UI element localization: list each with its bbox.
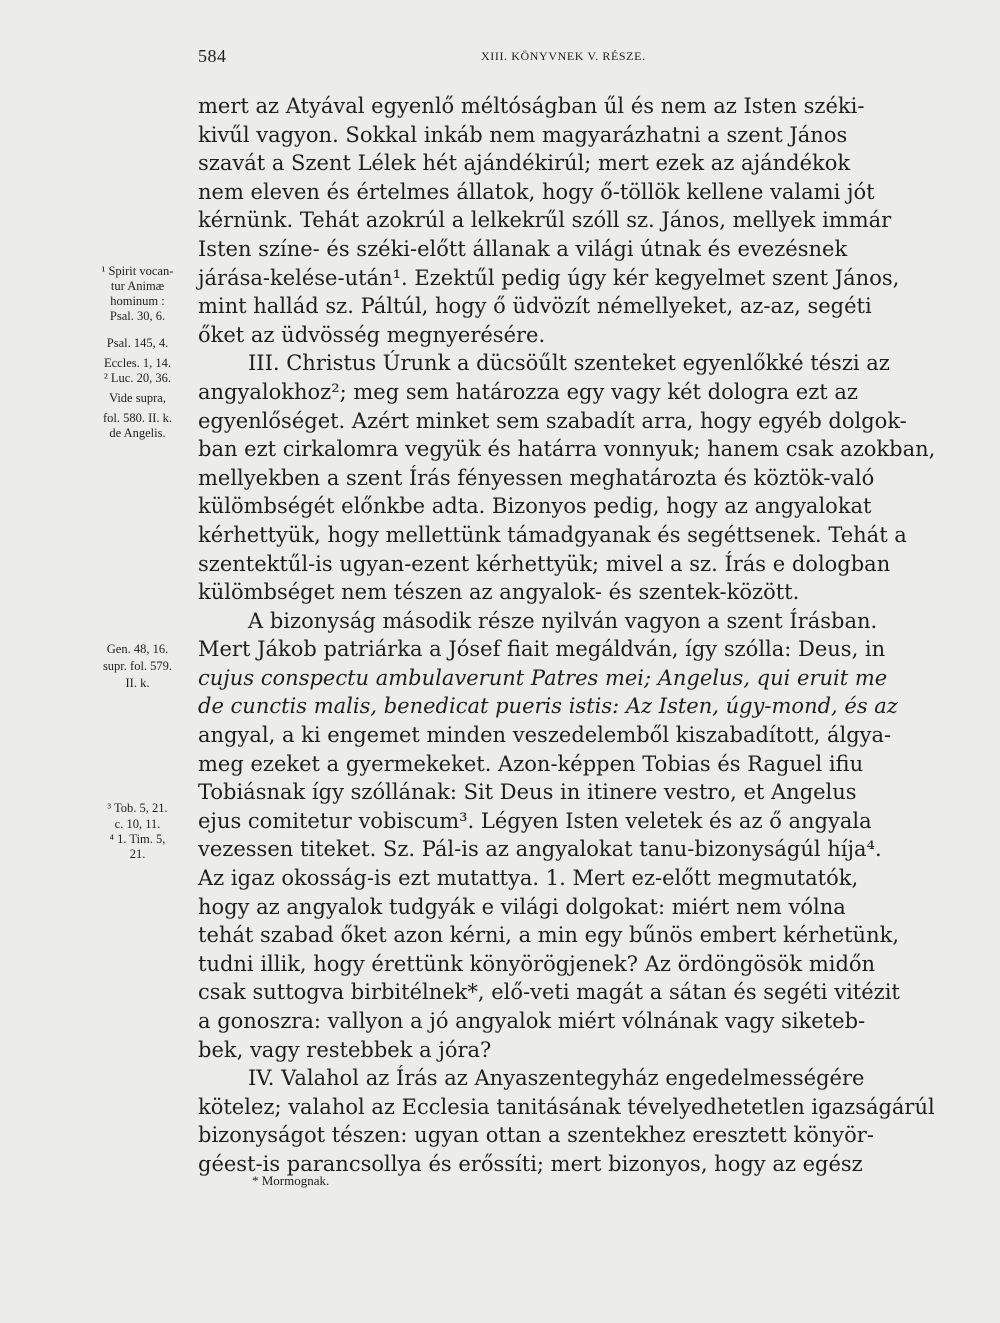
text-line: mert az Atyával egyenlő méltóságban űl és nem az Isten széki- — [198, 94, 865, 118]
text-line: mellyekben a szent Írás fényessen meghatározta és köztök-való — [198, 465, 875, 490]
text-line: III. Christus Úrunk a dücsöűlt szenteket egyenlőkké tészi az — [248, 351, 890, 376]
text-line: tudni illik, hogy érettünk könyörögjenek? Az ördöngösök midőn — [198, 951, 876, 976]
margin-note: Vide supra, — [109, 391, 166, 405]
text-line: mint hallád sz. Páltúl, hogy ő üdvözít némellyeket, az-az, segéti — [198, 294, 872, 319]
margin-note: Psal. 145, 4. — [106, 336, 169, 350]
text-line: külömbségét előnkbe adta. Bizonyos pedig, hogy az angyalokat — [198, 494, 872, 519]
margin-note: ¹ Spirit vocan- — [101, 264, 174, 278]
margin-note: hominum : — [110, 294, 165, 308]
margin-note: supr. fol. 579. — [102, 659, 173, 673]
text-line: Az igaz okosság-is ezt mutattya. 1. Mert ez-előtt megmutatók, — [198, 866, 859, 891]
margin-note: de Angelis. — [109, 426, 166, 440]
text-line: nem eleven és értelmes állatok, hogy ő-töllök kellene valami jót — [198, 179, 875, 204]
page-number: 584 — [198, 46, 227, 66]
text-line: egyenlőséget. Azért minket sem szabadít arra, hogy egyéb dolgok- — [198, 408, 907, 433]
text-line: Mert Jákob patriárka a Jósef fiait megáldván, így szólla: Deus, in — [198, 637, 886, 662]
text-line: cujus conspectu ambulaverunt Patres mei; Angelus, qui eruit me — [198, 665, 888, 690]
text-line: meg ezeket a gyermekeket. Azon-képpen Tobias és Raguel ifiu — [198, 751, 864, 776]
margin-note: ⁴ 1. Tim. 5, — [109, 832, 166, 846]
text-line: kivűl vagyon. Sokkal inkáb nem magyarázhatni a szent János — [198, 122, 848, 147]
text-line: géest-is parancsollya és erőssíti; mert bizonyos, hogy az egész — [198, 1151, 863, 1176]
text-line: Tobiásnak így szóllának: Sit Deus in itinere vestro, et Angelus — [198, 780, 857, 805]
margin-note: 21. — [129, 847, 146, 861]
margin-note: c. 10, 11. — [114, 817, 161, 831]
text-line: hogy az angyalok tudgyák e világi dolgokat: miért nem vólna — [198, 894, 846, 919]
running-head: XIII. KÖNYVNEK V. RÉSZE. — [481, 49, 646, 63]
text-line: kötelez; valahol az Ecclesia tanitásának tévelyedhetetlen igazságárúl — [198, 1094, 935, 1119]
text-line: tehát szabad őket azon kérni, a min egy bűnös embert kérhetünk, — [198, 923, 900, 948]
margin-note: tur Animæ — [110, 279, 165, 293]
text-line: A bizonyság második része nyilván vagyon a szent Írásban. — [248, 608, 878, 633]
text-line: angyalokhoz²; meg sem határozza egy vagy két dologra ezt az — [198, 379, 858, 404]
text-line: őket az üdvösség megnyerésére. — [198, 322, 546, 347]
text-line: bek, vagy restebbek a jóra? — [198, 1037, 492, 1062]
text-line: bizonyságot tészen: ugyan ottan a szentekhez eresztett könyör- — [198, 1123, 874, 1148]
margin-note: fol. 580. II. k. — [102, 411, 173, 425]
footnote: * Mormognak. — [252, 1173, 330, 1188]
text-line: a gonoszra: vallyon a jó angyalok miért vólnának vagy siketeb- — [198, 1009, 866, 1033]
text-line: vezessen titeket. Sz. Pál-is az angyalokat tanu-bizonyságúl híja⁴. — [198, 837, 882, 862]
text-line: szavát a Szent Lélek hét ajándékirúl; mert ezek az ajándékok — [198, 151, 851, 176]
text-line: angyal, a ki engemet minden veszedelemből kiszabadított, álgya- — [198, 723, 892, 748]
text-line: csak suttogva birbitélnek*, elő-veti magát a sátan és segéti vitézit — [198, 980, 900, 1005]
margin-note: ² Luc. 20, 36. — [104, 371, 171, 385]
text-line: ejus comitetur vobiscum³. Légyen Isten veletek és az ő angyala — [198, 808, 872, 833]
text-line: kérnünk. Tehát azokrúl a lelkekrűl szóll sz. János, mellyek immár — [198, 208, 892, 233]
text-line: kérhettyük, hogy mellettünk támadgyanak és segéttsenek. Tehát a — [198, 522, 907, 547]
margin-note: Gen. 48, 16. — [106, 642, 169, 656]
text-line: de cunctis malis, benedicat pueris istis: Az Isten, úgy-mond, és az — [198, 694, 898, 719]
text-line: Isten színe- és széki-előtt állanak a világi útnak és evezésnek — [198, 236, 848, 261]
text-line: szentektűl-is ugyan-ezent kérhettyük; mivel a sz. Írás e dologban — [198, 551, 891, 576]
text-line: ban ezt cirkalomra vegyük és határra vonnyuk; hanem csak azokban, — [198, 437, 936, 462]
text-line: IV. Valahol az Írás az Anyaszentegyház engedelmességére — [248, 1066, 865, 1091]
text-line: járása-kelése-után¹. Ezektűl pedig úgy kér kegyelmet szent János, — [198, 265, 900, 290]
main-text — [198, 92, 936, 1179]
margin-note: II. k. — [125, 676, 150, 690]
page-header — [198, 46, 918, 70]
margin-note: ³ Tob. 5, 21. — [107, 801, 168, 815]
text-line: külömbséget nem tészen az angyalok- és szentek-között. — [198, 580, 800, 605]
margin-note: Eccles. 1, 14. — [104, 356, 171, 370]
margin-note: Psal. 30, 6. — [109, 309, 166, 323]
